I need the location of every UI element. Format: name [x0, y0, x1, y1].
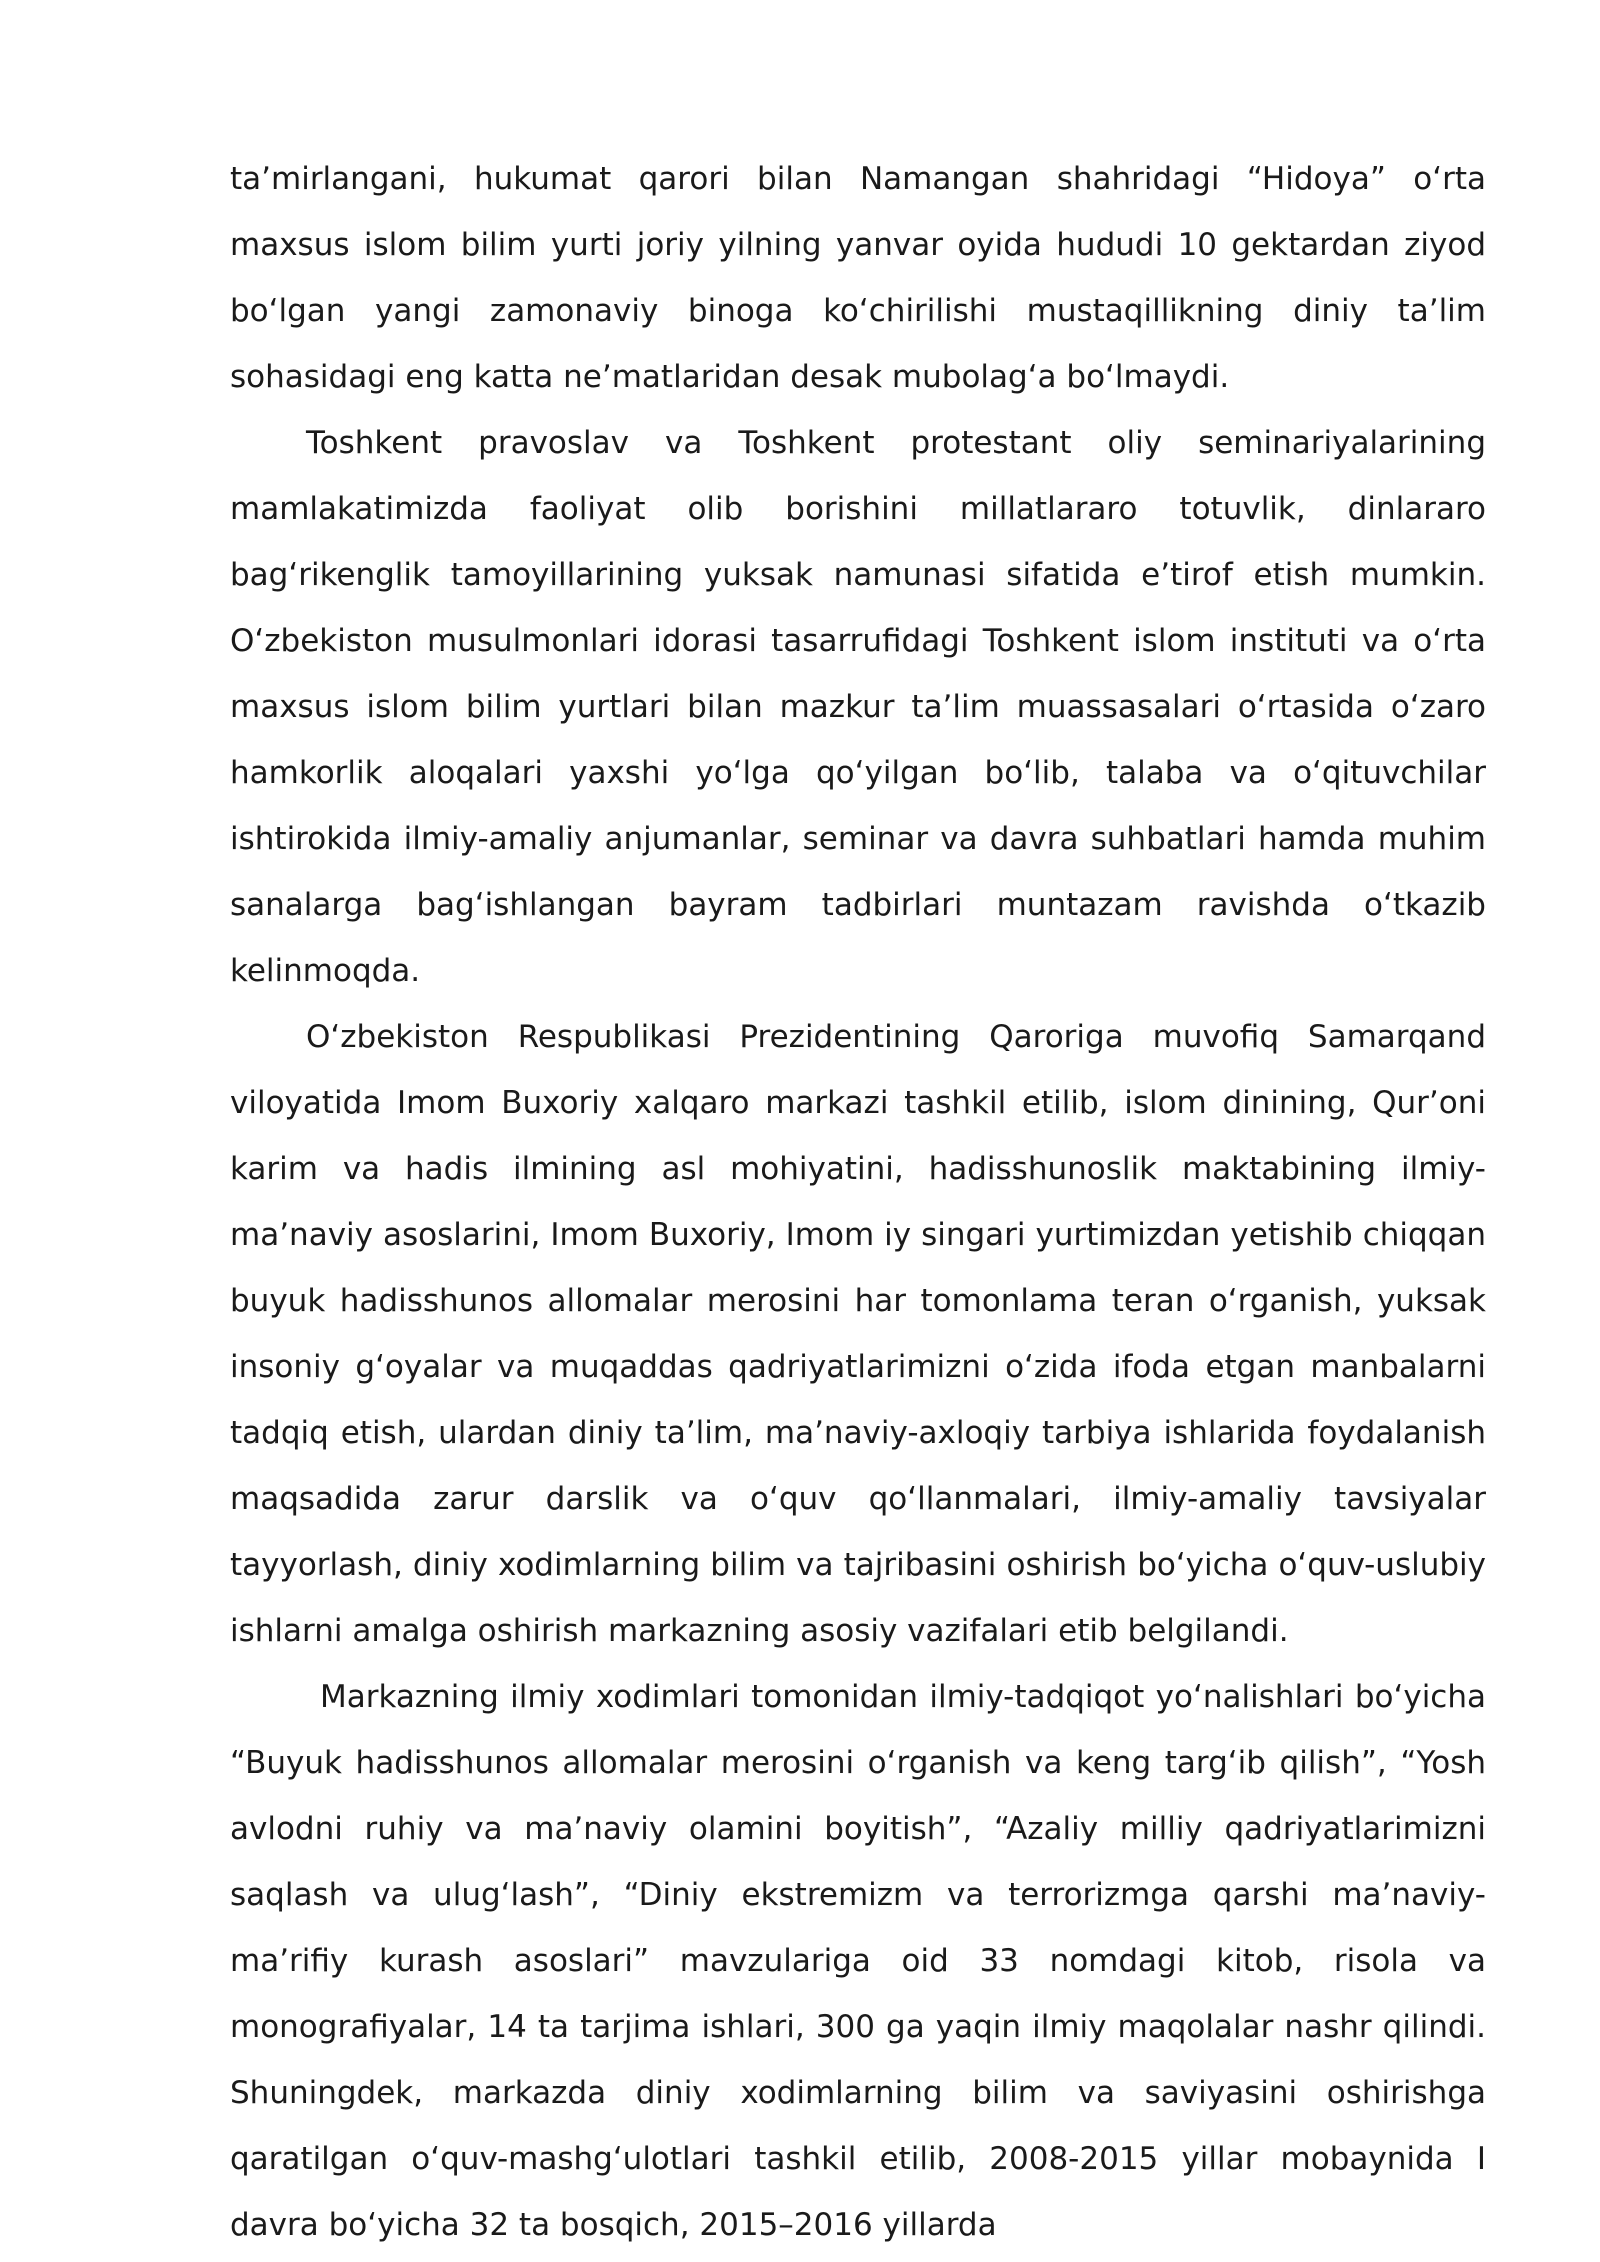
- paragraph-2: Toshkent pravoslav va Toshkent protestant oliy seminariyalarining mamlakatimizda faoliyat olib borishini millatlararo totuvlik, dinlararo bag‘rikenglik tamoyillarining yuksak namunasi sifatida e’tirof etish mumkin. O‘zbekiston musulmonlari idorasi tasarrufidagi Toshkent islom instituti va o‘rta maxsus islom bilim yurtlari bilan mazkur ta’lim muassasalari o‘rtasida o‘zaro hamkorlik aloqalari yaxshi yo‘lga qo‘yilgan bo‘lib, talaba va o‘qituvchilar ishtirokida ilmiy-amaliy anjumanlar, seminar va davra suhbatlari hamda muhim sanalarga bag‘ishlangan bayram tadbirlari muntazam ravishda o‘tkazib kelinmoqda.: [230, 425, 1486, 989]
- paragraph-4: Markazning ilmiy xodimlari tomonidan ilmiy-tadqiqot yo‘nalishlari bo‘yicha “Buyuk hadisshunos allomalar merosini o‘rganish va keng targ‘ib qilish”, “Yosh avlodni ruhiy va ma’naviy olamini boyitish”, “Azaliy milliy qadriyatlarimizni saqlash va ulug‘lash”, “Diniy ekstremizm va terrorizmga qarshi ma’naviy-ma’rifiy kurash asoslari” mavzulariga oid 33 nomdagi kitob, risola va monografiyalar, 14 ta tarjima ishlari, 300 ga yaqin ilmiy maqolalar nashr qilindi. Shuningdek, markazda diniy xodimlarning bilim va saviyasini oshirishga qaratilgan o‘quv-mashg‘ulotlari tashkil etilib, 2008-2015 yillar mobaynida I davra bo‘yicha 32 ta bosqich, 2015–2016 yillarda: [230, 1679, 1486, 2243]
- paragraph-3: O‘zbekiston Respublikasi Prezidentining Qaroriga muvofiq Samarqand viloyatida Imom Buxoriy xalqaro markazi tashkil etilib, islom dinining, Qur’oni karim va hadis ilmining asl mohiyatini, hadisshunoslik maktabining ilmiy-ma’naviy asoslarini, Imom Buxoriy, Imom iy singari yurtimizdan yetishib chiqqan buyuk hadisshunos allomalar merosini har tomonlama teran o‘rganish, yuksak insoniy g‘oyalar va muqaddas qadriyatlarimizni o‘zida ifoda etgan manbalarni tadqiq etish, ulardan diniy ta’lim, ma’naviy-axloqiy tarbiya ishlarida foydalanish maqsadida zarur darslik va o‘quv qo‘llanmalari, ilmiy-amaliy tavsiyalar tayyorlash, diniy xodimlarning bilim va tajribasini oshirish bo‘yicha o‘quv-uslubiy ishlarni amalga oshirish markazning asosiy vazifalari etib belgilandi.: [230, 1019, 1486, 1649]
- document-body: [230, 146, 1486, 2258]
- paragraph-1: ta’mirlangani, hukumat qarori bilan Namangan shahridagi “Hidoya” o‘rta maxsus islom bilim yurti joriy yilning yanvar oyida hududi 10 gektardan ziyod bo‘lgan yangi zamonaviy binoga ko‘chirilishi mustaqillikning diniy ta’lim sohasidagi eng katta ne’matlaridan desak mubolag‘a bo‘lmaydi.: [230, 161, 1486, 395]
